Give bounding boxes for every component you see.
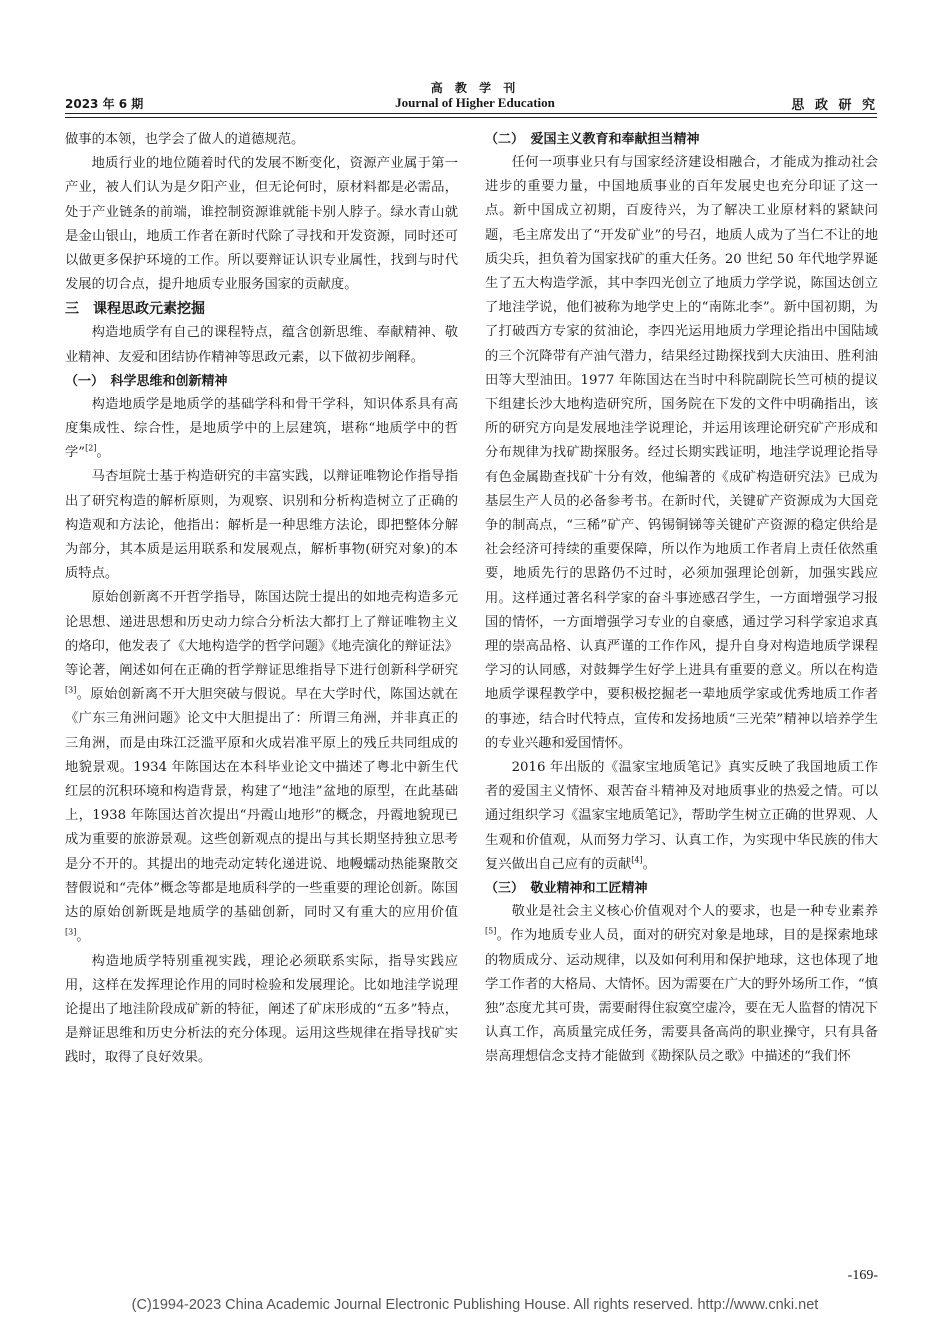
paragraph-text: 。作为地质专业人员，面对的研究对象是地球，目的是探索地球的物质成分、运动规律，以及如何利用和保护地球，这也体现了地学工作者的大格局、大情怀。因为需要在广大的野外场所工作，“慎独”态度尤其可贵，需要耐得住寂寞空虚冷，要在无人监督的情况下认真工作，高质量完成任务，需要具备高尚的职业操守，只有具备崇高理想信念支持才能做到《勘探队员之歌》中描述的“我们怀 — [485, 928, 879, 1065]
citation-ref: [3] — [65, 927, 77, 937]
paragraph — [65, 586, 458, 949]
column-label: 思 政 研 究 — [791, 98, 878, 113]
paragraph-text: 。 — [96, 445, 110, 461]
paragraph-text: 。 — [76, 929, 90, 945]
subsection-heading: （二） 爱国主义教育和奉献担当精神 — [485, 132, 700, 147]
citation-ref: [2] — [85, 443, 97, 453]
paragraph-text: 。原始创新离不开大胆突破与假说。早在大学时代，陈国达就在《广东三角洲问题》论文中大胆提出了：所谓三角洲，并非真正的三角洲，而是由珠江泛滥平原和火成岩准平原上的残丘共同组成的地貌景观。1934 年陈国达在本科毕业论文中描述了粤北中新生代红层的沉积环境和构造背景，构建了“地洼”盆地的原型，在此基础上，1938 年陈国达首次提出“丹霞山地形”的概念，丹霞地貌现已成为重要的旅游景观。这些创新观点的提出与其长期坚持独立思考是分不开的。其提出的地壳动定转化递进说、地幔蠕动热能聚散交替假说和“壳体”概念等都是地质科学的一些重要的理论创新。陈国达的原始创新既是地质学的基础创新，同时又有重大的应用价值 — [65, 687, 458, 921]
copyright-notice: (C)1994-2023 China Academic Journal Electronic Publishing House. All rights reserved. http://www.cnki.net — [131, 1297, 819, 1313]
paragraph: 马杏垣院士基于构造研究的丰富实践，以辩证唯物论作指导指出了研究构造的解析原则，为观察、识别和分析构造树立了正确的构造观和方法论，他指出：解析是一种思维方法论，即把整体分解为部分，其本质是运用联系和发展观点，解析事物(研究对象)的本质特点。 — [65, 469, 458, 582]
left-column — [65, 128, 458, 1071]
paragraph-text: 。 — [642, 856, 656, 872]
header-rule-thick — [65, 113, 877, 114]
section-heading: 三 课程思政元素挖掘 — [65, 301, 205, 318]
citation-ref: [4] — [631, 855, 643, 865]
subsection-heading: （三） 敬业精神和工匠精神 — [485, 881, 648, 897]
header-rule-thin — [65, 117, 877, 118]
paragraph: 任何一项事业只有与国家经济建设相融合，才能成为推动社会进步的重要力量，中国地质事业的百年发展史也充分印证了这一点。新中国成立初期，百废待兴，为了解决工业原材料的紧缺问题，毛主席发出了“开发矿业”的号召，地质人成为了当仁不让的地质尖兵，担负着为国家找矿的重大任务。20 世纪 50 年代地学界诞生了五大构造学派，其中李四光创立了地质力学学说，陈国达创立了地洼学说，他们被称为地学史上的“南陈北李”。新中国初期，为了打破西方专家的贫油论，李四光运用地质力学理论指出中国陆域的三个沉降带有产油气潜力，结果经过勘探找到大庆油田、胜利油田等大型油田。1977 年陈国达在当时中科院副院长竺可桢的提议下组建长沙大地构造研究所，国务院在下发的文件中明确指出，该所的研究方向是发展地洼学说理论，并运用该理论研究矿产形成和分布规律为找矿勘探服务。经过长期实践证明，地洼学说理论指导有色金属勘查找矿十分有效，他编著的《成矿构造研究法》已成为基层生产人员的必备参考书。在新时代，关键矿产资源成为大国竞争的制高点，“三稀”矿产、钨锡铜锑等关键矿产资源的稳定供给是社会经济可持续的重要保障，所以作为地质工作者肩上责任依然重要，地质先行的思路仍不过时，必须加强理论创新，加强实践应用。这样通过著名科学家的奋斗事迹感召学生，一方面增强学习报国的情怀，一方面增强学习专业的自豪感，通过学习科学家追求真理的崇高品格、认真严谨的工作作风，提升自身对构造地质学课程学习的认同感，对鼓舞学生好学上进具有重要的意义。所以在构造地质学课程教学中，要积极挖掘老一辈地质学家或优秀地质工作者的事迹，结合时代特点，宣传和发扬地质“三光荣”精神以培养学生的专业兴趣和爱国情怀。 — [485, 155, 878, 751]
paragraph-text: 原始创新离不开哲学指导，陈国达院士提出的如地壳构造多元论思想、递进思想和历史动力综合分析法大都打上了辩证唯物主义的烙印，他发表了《大地构造学的哲学问题》《地壳演化的辩证法》等论著，阐述如何在正确的哲学辩证思维指导下进行创新科学研究 — [65, 590, 458, 679]
paragraph — [65, 393, 458, 466]
journal-title-en: Journal of Higher Education — [395, 95, 555, 110]
right-column — [485, 128, 878, 1070]
paragraph-text: 敬业是社会主义核心价值观对个人的要求，也是一种专业素养 — [511, 904, 878, 920]
paragraph-text: 2016 年出版的《温家宝地质笔记》真实反映了我国地质工作者的爱国主义情怀、艰苦奋斗精神及对地质事业的热爱之情。可以通过组织学习《温家宝地质笔记》，帮助学生树立正确的世界观、人生观和价值观，从而努力学习、认真工作，为实现中华民族的伟大复兴做出自己应有的贡献 — [485, 760, 878, 872]
paragraph — [485, 756, 878, 877]
paragraph — [485, 900, 878, 1069]
citation-ref: [3] — [65, 685, 77, 695]
paragraph: 做事的本领，也学会了做人的道德规范。 — [65, 132, 305, 147]
paragraph: 地质行业的地位随着时代的发展不断变化，资源产业属于第一产业，被人们认为是夕阳产业，但无论何时，原材料都是必需品，处于产业链条的前端，谁控制资源谁就能卡别人脖子。绿水青山就是金山银山，地质工作者在新时代除了寻找和开发资源，同时还可以做更多保护环境的工作。所以要辩证认识专业属性，找到与时代发展的切合点，提升地质专业服务国家的贡献度。 — [65, 156, 458, 293]
paragraph: 构造地质学特别重视实践，理论必须联系实际，指导实践应用，这样在发挥理论作用的同时检验和发展理论。比如地洼学说理论提出了地洼阶段成矿新的特征，阐述了矿床形成的“五多”特点，是辩证思维和历史分析法的充分体现。运用这些规律在指导找矿实践时，取得了良好效果。 — [65, 953, 458, 1066]
page-number: -169- — [847, 1268, 878, 1283]
paragraph-text: 构造地质学是地质学的基础学科和骨干学科，知识体系具有高度集成性、综合性，是地质学中的上层建筑，堪称“地质学中的哲学” — [65, 396, 458, 461]
citation-ref: [5] — [485, 926, 497, 936]
paragraph: 构造地质学有自己的课程特点，蕴含创新思维、奉献精神、敬业精神、友爱和团结协作精神等思政元素，以下做初步阐释。 — [65, 325, 458, 365]
journal-title-cn: 高 教 学 刊 — [430, 81, 520, 95]
subsection-heading: （一） 科学思维和创新精神 — [65, 373, 228, 389]
issue-label: 2023 年 6 期 — [65, 97, 144, 111]
